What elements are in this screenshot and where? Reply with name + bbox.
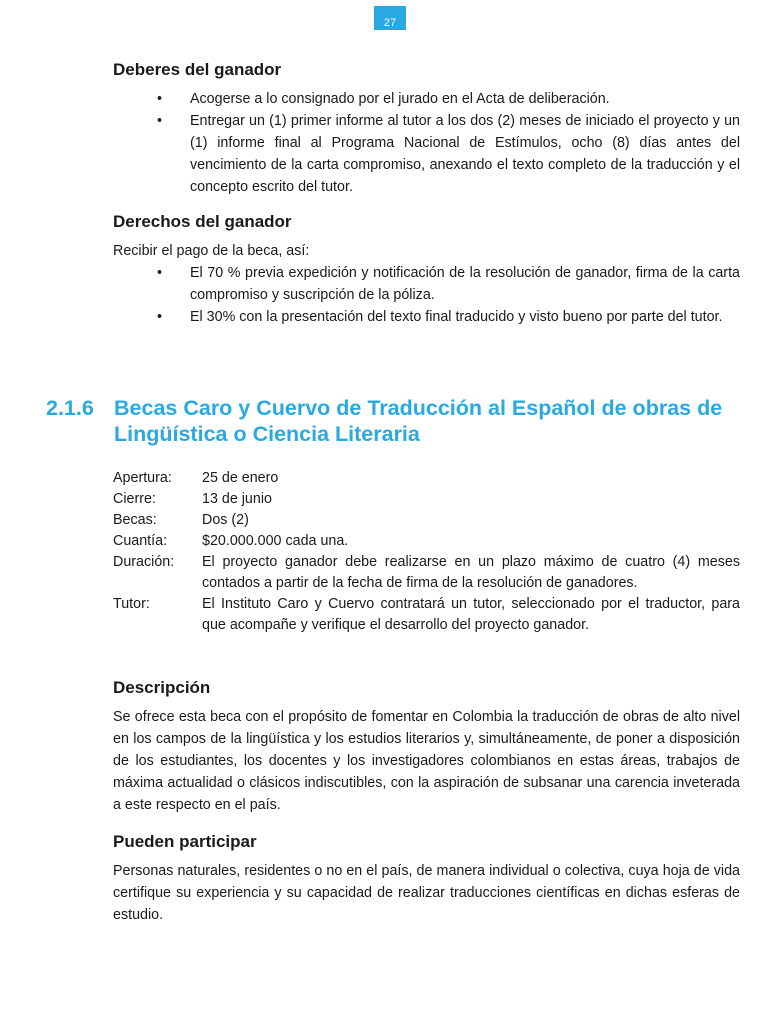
- bullet-icon: •: [157, 91, 163, 107]
- detail-row: Tutor: El Instituto Caro y Cuervo contratará un tutor, seleccionado por el traductor, para que acompañe y verifique el desarrollo del proyecto ganador.: [113, 596, 740, 633]
- detail-row: Cuantía: $20.000.000 cada una.: [113, 533, 349, 549]
- details-list: [113, 468, 740, 636]
- derechos-list: [113, 262, 740, 328]
- list-item: • El 30% con la presentación del texto final traducido y visto bueno por parte del tutor.: [113, 306, 740, 328]
- detail-row: Cierre: 13 de junio: [113, 491, 272, 507]
- deberes-heading: Deberes del ganador: [113, 60, 282, 79]
- bullet-icon: •: [157, 265, 163, 281]
- participar-text: Personas naturales, residentes o no en el país, de manera individual o colectiva, cuya hoja de vida certifique su experiencia y su capacidad de realizar traducciones científicas en dichas esferas de estudio.: [113, 863, 740, 923]
- section-title: Becas Caro y Cuervo de Traducción al Español de obras de Lingüística o Ciencia Literaria: [114, 396, 723, 446]
- detail-row: Becas: Dos (2): [113, 512, 249, 528]
- bullet-icon: •: [157, 113, 163, 129]
- deberes-list: [113, 88, 740, 198]
- section-number: 2.1.6: [46, 396, 94, 420]
- participar-heading: Pueden participar: [113, 832, 257, 851]
- bullet-icon: •: [157, 309, 163, 325]
- derechos-intro: Recibir el pago de la beca, así:: [113, 243, 310, 259]
- list-item: • El 70 % previa expedición y notificación de la resolución de ganador, firma de la carta compromiso y suscripción de la póliza.: [113, 262, 740, 306]
- list-item: • Acogerse a lo consignado por el jurado en el Acta de deliberación.: [113, 88, 740, 110]
- list-item: • Entregar un (1) primer informe al tutor a los dos (2) meses de iniciado el proyecto y un (1) informe final al Programa Nacional de Estímulos, ocho (8) días antes del vencimiento de la carta compromiso, anexando el texto completo de la traducción y el concepto escrito del tutor.: [113, 110, 740, 198]
- derechos-heading: Derechos del ganador: [113, 212, 292, 231]
- descripcion-text: Se ofrece esta beca con el propósito de fomentar en Colombia la traducción de obras de alto nivel en los campos de la lingüística y los estudios literarios y, simultáneamente, de poner a disposición de los estudiantes, los docentes y los investigadores colombianos en estas áreas, trabajos de máxima actualidad o clásicos indiscutibles, con la aspiración de subsanar una carencia inveterada a este respecto en el país.: [113, 709, 740, 813]
- detail-row: Apertura: 25 de enero: [113, 470, 279, 486]
- detail-row: Duración: El proyecto ganador debe realizarse en un plazo máximo de cuatro (4) meses contados a partir de la fecha de firma de la resolución de ganadores.: [113, 554, 740, 591]
- page-number: 27: [374, 6, 406, 30]
- descripcion-heading: Descripción: [113, 678, 211, 697]
